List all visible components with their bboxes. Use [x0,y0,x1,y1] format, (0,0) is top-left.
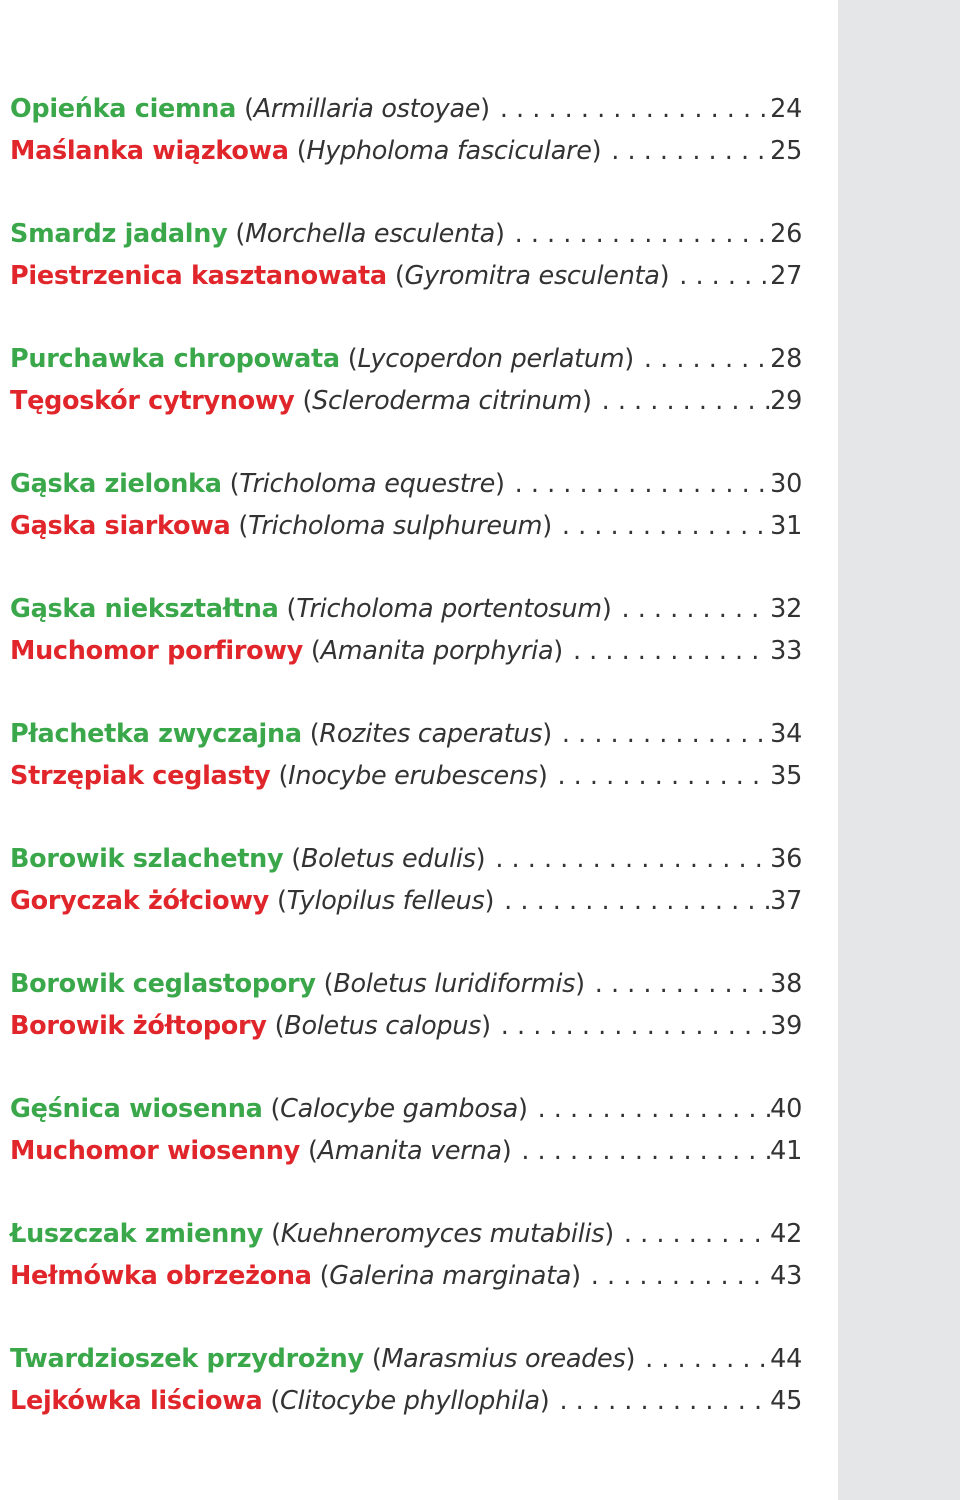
dot-leader [490,88,770,130]
latin-name: Boletus luridiformis [333,969,576,999]
toc-group [10,1213,802,1297]
latin-name: Rozites caperatus [319,719,543,749]
common-name: Muchomor wiosenny [10,1136,300,1166]
common-name: Gąska niekształtna [10,594,279,624]
toc-group [10,1088,802,1172]
latin-name: Tricholoma sulphureum [248,511,543,541]
toc-entry[interactable] [10,338,802,380]
latin-name-group: (Boletus edulis) [291,844,486,874]
latin-name-group: (Tricholoma sulphureum) [238,511,552,541]
common-name: Gąska zielonka [10,469,222,499]
toc-entry[interactable] [10,505,802,547]
toc-entry[interactable] [10,1380,802,1422]
latin-name: Marasmius oreades [381,1344,626,1374]
dot-leader [669,255,770,297]
common-name: Opieńka ciemna [10,94,237,124]
latin-name: Morchella esculenta [245,219,495,249]
latin-name-group: (Tylopilus felleus) [276,886,495,916]
latin-name-group: (Marasmius oreades) [371,1344,636,1374]
latin-name: Tricholoma equestre [239,469,495,499]
toc-entry[interactable] [10,1213,802,1255]
toc-entry[interactable] [10,88,802,130]
latin-name-group: (Boletus luridiformis) [323,969,585,999]
common-name: Borowik szlachetny [10,844,284,874]
dot-leader [547,755,770,797]
common-name: Maślanka wiązkowa [10,136,289,166]
page-number: 34 [770,719,802,749]
toc-entry[interactable] [10,1130,802,1172]
page-number: 42 [770,1219,802,1249]
toc-entry[interactable] [10,1088,802,1130]
page-number: 36 [770,844,802,874]
page-number: 43 [770,1261,802,1291]
latin-name-group: (Amanita porphyria) [310,636,563,666]
dot-leader [494,880,770,922]
toc-entry[interactable] [10,588,802,630]
toc-entry[interactable] [10,380,802,422]
latin-name: Clitocybe phyllophila [280,1386,540,1416]
toc-group [10,713,802,797]
latin-name-group: (Hypholoma fasciculare) [296,136,602,166]
common-name: Borowik ceglastopory [10,969,316,999]
common-name: Płachetka zwyczajna [10,719,302,749]
toc-group [10,1338,802,1422]
dot-leader [581,1255,770,1297]
latin-name: Armillaria ostoyae [253,94,481,124]
latin-name-group: (Lycoperdon perlatum) [347,344,634,374]
latin-name-group: (Armillaria ostoyae) [244,94,490,124]
page-number: 30 [770,469,802,499]
toc-group [10,963,802,1047]
latin-name: Amanita porphyria [320,636,554,666]
dot-leader [505,463,771,505]
latin-name-group: (Clitocybe phyllophila) [270,1386,550,1416]
latin-name: Gyromitra esculenta [404,261,660,291]
latin-name: Kuehneromyces mutabilis [280,1219,605,1249]
latin-name: Amanita verna [317,1136,502,1166]
latin-name-group: (Morchella esculenta) [235,219,505,249]
dot-leader [614,1213,770,1255]
page-number: 45 [770,1386,802,1416]
latin-name: Hypholoma fasciculare [306,136,592,166]
latin-name-group: (Tricholoma equestre) [229,469,505,499]
dot-leader [601,130,770,172]
page-number: 27 [770,261,802,291]
toc-entry[interactable] [10,1255,802,1297]
common-name: Lejkówka liściowa [10,1386,263,1416]
page-number: 25 [770,136,802,166]
page-number: 41 [770,1136,802,1166]
page-number: 32 [770,594,802,624]
latin-name-group: (Gyromitra esculenta) [394,261,670,291]
latin-name: Inocybe erubescens [288,761,538,791]
common-name: Goryczak żółciowy [10,886,269,916]
toc-group [10,588,802,672]
common-name: Piestrzenica kasztanowata [10,261,387,291]
common-name: Łuszczak zmienny [10,1219,264,1249]
toc-group [10,838,802,922]
page-number: 39 [770,1011,802,1041]
toc-group [10,88,802,172]
latin-name: Lycoperdon perlatum [357,344,625,374]
latin-name-group: (Galerina marginata) [319,1261,581,1291]
latin-name: Galerina marginata [329,1261,572,1291]
latin-name-group: (Rozites caperatus) [309,719,552,749]
dot-leader [634,338,770,380]
common-name: Borowik żółtopory [10,1011,267,1041]
common-name: Hełmówka obrzeżona [10,1261,312,1291]
toc-entry[interactable] [10,1338,802,1380]
dot-leader [505,213,771,255]
dot-leader [635,1338,770,1380]
page-number: 35 [770,761,802,791]
dot-leader [511,1130,770,1172]
page-number: 38 [770,969,802,999]
dot-leader [552,505,770,547]
page-number: 28 [770,344,802,374]
toc-group [10,463,802,547]
toc-entry[interactable] [10,713,802,755]
dot-leader [485,838,770,880]
page-number: 40 [770,1094,802,1124]
latin-name-group: (Inocybe erubescens) [278,761,548,791]
toc-entry[interactable] [10,213,802,255]
toc-entry[interactable] [10,838,802,880]
dot-leader [491,1005,770,1047]
latin-name: Tricholoma portentosum [296,594,602,624]
common-name: Strzępiak ceglasty [10,761,271,791]
common-name: Muchomor porfirowy [10,636,303,666]
latin-name: Boletus edulis [300,844,476,874]
dot-leader [552,713,770,755]
latin-name: Scleroderma citrinum [312,386,582,416]
latin-name-group: (Scleroderma citrinum) [302,386,592,416]
toc-entry[interactable] [10,880,802,922]
dot-leader [563,630,770,672]
latin-name-group: (Kuehneromyces mutabilis) [271,1219,614,1249]
latin-name-group: (Calocybe gambosa) [270,1094,528,1124]
latin-name-group: (Boletus calopus) [274,1011,491,1041]
latin-name: Boletus calopus [284,1011,482,1041]
common-name: Twardzioszek przydrożny [10,1344,364,1374]
common-name: Smardz jadalny [10,219,228,249]
page-number: 37 [770,886,802,916]
latin-name: Calocybe gambosa [280,1094,518,1124]
latin-name: Tylopilus felleus [286,886,485,916]
common-name: Purchawka chropowata [10,344,340,374]
toc-entry[interactable] [10,255,802,297]
page-number: 44 [770,1344,802,1374]
page-number: 31 [770,511,802,541]
page-number: 24 [770,94,802,124]
toc-entry[interactable] [10,630,802,672]
dot-leader [549,1380,770,1422]
toc-entry[interactable] [10,1005,802,1047]
common-name: Tęgoskór cytrynowy [10,386,295,416]
dot-leader [592,380,771,422]
table-of-contents [10,88,802,1463]
side-band [838,0,960,1500]
dot-leader [611,588,770,630]
toc-entry[interactable] [10,963,802,1005]
page-number: 26 [770,219,802,249]
page-number: 33 [770,636,802,666]
toc-entry[interactable] [10,130,802,172]
latin-name-group: (Amanita verna) [307,1136,512,1166]
dot-leader [585,963,770,1005]
toc-group [10,213,802,297]
common-name: Gęśnica wiosenna [10,1094,263,1124]
dot-leader [528,1088,771,1130]
latin-name-group: (Tricholoma portentosum) [286,594,612,624]
page-number: 29 [770,386,802,416]
toc-group [10,338,802,422]
toc-entry[interactable] [10,755,802,797]
common-name: Gąska siarkowa [10,511,231,541]
toc-entry[interactable] [10,463,802,505]
